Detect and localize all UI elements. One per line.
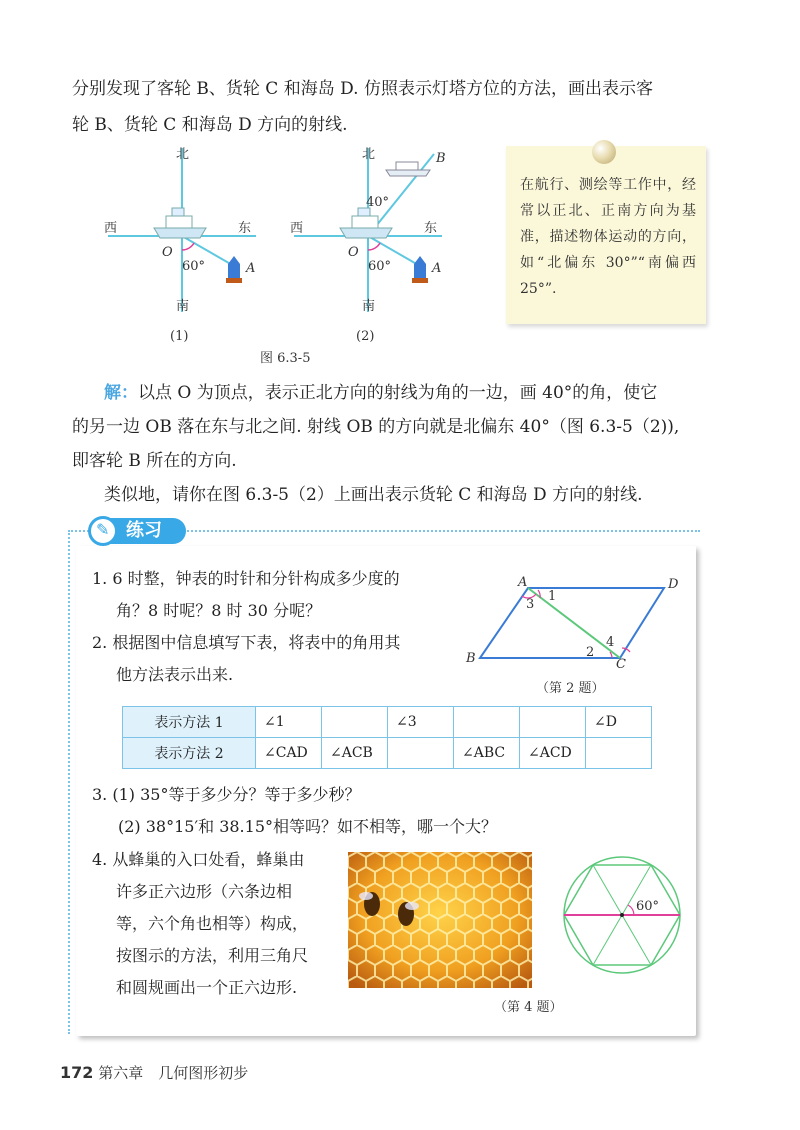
south-label: 南 (176, 299, 190, 314)
honeycomb-photo (348, 852, 532, 988)
north-label: 北 (362, 147, 376, 162)
angle-4-label: 4 (606, 635, 615, 650)
table-cell[interactable] (454, 707, 520, 738)
table-cell[interactable]: ∠CAD (256, 738, 322, 769)
subfigure-2-label: (2) (356, 329, 375, 344)
sticky-note (506, 146, 706, 324)
angle-60-label: 60° (182, 259, 206, 274)
hexagon-figure (560, 852, 690, 982)
page-footer (60, 1062, 248, 1083)
angle-60-label: 60° (368, 259, 392, 274)
point-b-label: B (436, 151, 446, 166)
vertex-b: B (466, 651, 476, 666)
q4-figure-caption: （第 4 题） (494, 1000, 563, 1015)
origin-label: O (348, 245, 359, 260)
compass-figure-2 (290, 147, 446, 344)
pushpin-icon (592, 140, 616, 164)
solution-line-4: 类似地，请你在图 6.3-5（2）上画出表示货轮 C 和海岛 D 方向的射线. (104, 485, 643, 505)
angle-1-label: 1 (548, 589, 557, 604)
angle-table (122, 706, 652, 769)
table-row-head: 表示方法 1 (123, 707, 256, 738)
vertex-d: D (668, 577, 679, 592)
q4-line: 按图示的方法，利用三角尺 (116, 946, 309, 965)
solution-line-3: 即客轮 B 所在的方向. (72, 451, 237, 471)
q4-line: 4. 从蜂巢的入口处看，蜂巢由 (92, 850, 305, 869)
north-label: 北 (176, 147, 190, 162)
parallelogram-figure (460, 570, 690, 700)
solution-line-1: 解：以点 O 为顶点，表示正北方向的射线为角的一边，画 40°的角，使它 (104, 383, 658, 403)
table-cell[interactable]: ∠ABC (454, 738, 520, 769)
angle-2-label: 2 (586, 645, 595, 660)
chapter-title: 第六章 几何图形初步 (98, 1064, 249, 1082)
origin-label: O (162, 245, 173, 260)
table-cell[interactable]: ∠D (586, 707, 652, 738)
south-label: 南 (362, 299, 376, 314)
pencil-icon: ✎ (88, 516, 118, 546)
intro-line-1: 分别发现了客轮 B、货轮 C 和海岛 D. 仿照表示灯塔方位的方法，画出表示客 (72, 79, 653, 99)
east-label: 东 (424, 221, 438, 236)
ship-icon (154, 208, 206, 238)
table-cell[interactable]: ∠ACB (322, 738, 388, 769)
table-cell[interactable]: ∠ACD (520, 738, 586, 769)
east-label: 东 (238, 221, 252, 236)
angle-40-label: 40° (366, 195, 390, 210)
compass-figure-1 (104, 147, 256, 344)
q1-line-1: 1. 6 时整，钟表的时针和分针构成多少度的 (92, 569, 400, 588)
q2-figure-caption: （第 2 题） (536, 681, 605, 696)
q2-line-1: 2. 根据图中信息填写下表，将表中的角用其 (92, 633, 401, 652)
table-cell[interactable]: ∠1 (256, 707, 322, 738)
vertex-a: A (518, 575, 528, 590)
table-cell[interactable] (322, 707, 388, 738)
q4-line: 等，六个角也相等）构成， (116, 914, 309, 933)
table-row-head: 表示方法 2 (123, 738, 256, 769)
table-row (123, 707, 652, 738)
solution-line-2: 的另一边 OB 落在东与北之间. 射线 OB 的方向就是北偏东 40°（图 6.3-5（2)), (72, 417, 680, 437)
table-row (123, 738, 652, 769)
point-a-label: A (432, 261, 442, 276)
table-cell[interactable] (586, 738, 652, 769)
page-number: 172 (60, 1063, 94, 1082)
cruise-ship-icon (386, 162, 430, 176)
exercise-title: 练习 ✎ (88, 516, 188, 546)
q2-line-2: 他方法表示出来. (116, 665, 234, 684)
vertex-c: C (616, 657, 626, 672)
table-cell[interactable] (388, 738, 454, 769)
west-label: 西 (104, 221, 118, 236)
west-label: 西 (290, 221, 304, 236)
lighthouse-icon (226, 256, 242, 283)
q4-line: 许多正六边形（六条边相 (116, 882, 293, 901)
figure-caption: 图 6.3-5 (260, 351, 311, 366)
hexagon-angle-label: 60° (636, 899, 660, 914)
angle-3-label: 3 (526, 597, 535, 612)
solution-label: 解： (104, 383, 138, 403)
subfigure-1-label: (1) (170, 329, 189, 344)
q3-line-2: (2) 38°15′和 38.15°相等吗？如不相等，哪一个大？ (118, 817, 497, 836)
q4-line: 和圆规画出一个正六边形. (116, 978, 298, 997)
ship-icon (340, 208, 392, 238)
q4-text (92, 844, 308, 1004)
note-text: 在航行、测绘等工作中，经常以正北、正南方向为基准，描述物体运动的方向，如“北偏东 30°”“南偏西 25°”. (520, 177, 696, 297)
compass-figure (90, 140, 510, 370)
q3-line-1: 3. (1) 35°等于多少分？等于多少秒？ (92, 785, 361, 804)
intro-line-2: 轮 B、货轮 C 和海岛 D 方向的射线. (72, 115, 348, 135)
q1-line-2: 角？8 时呢？8 时 30 分呢？ (116, 601, 322, 620)
table-cell[interactable]: ∠3 (388, 707, 454, 738)
lighthouse-icon (412, 256, 428, 283)
table-cell[interactable] (520, 707, 586, 738)
point-a-label: A (246, 261, 256, 276)
